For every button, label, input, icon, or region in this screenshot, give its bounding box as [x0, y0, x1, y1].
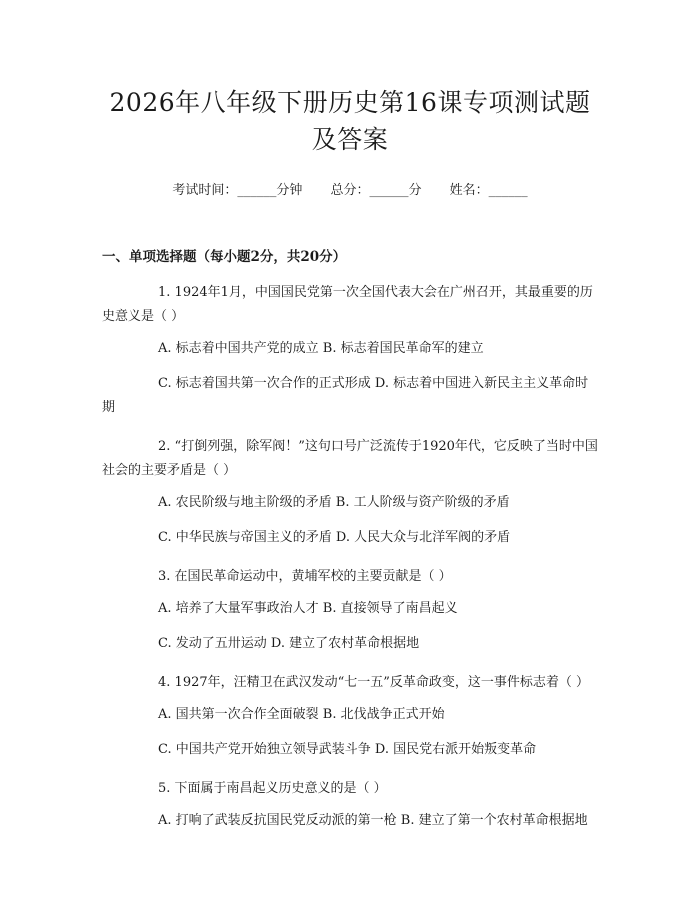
- title-line-1: 2026年八年级下册历史第16课专项测试题: [109, 88, 591, 117]
- question-4: [102, 671, 598, 695]
- options-ab: A. 培养了大量军事政治人才 B. 直接领导了南昌起义: [158, 601, 458, 616]
- document-title: [102, 0, 598, 158]
- question-number: 4.: [158, 675, 171, 690]
- options-cd: C. 中国共产党开始独立领导武装斗争 D. 国民党右派开始叛变革命: [158, 742, 537, 757]
- question-5: [102, 777, 598, 801]
- question-text: “打倒列强，除军阀！”这句口号广泛流传于1920年代，它反映了当时中国社会的主要矛盾是（ ）: [102, 439, 598, 478]
- options-cd: C. 发动了五卅运动 D. 建立了农村革命根据地: [158, 636, 420, 651]
- question-number: 2.: [158, 439, 171, 454]
- options-cd: C. 标志着国共第一次合作的正式形成 D. 标志着中国进入新民主主义革命时期: [102, 376, 589, 415]
- exam-time: 考试时间：______分钟: [172, 183, 303, 198]
- options-ab: A. 打响了武装反抗国民党反动派的第一枪 B. 建立了第一个农村革命根据地: [158, 813, 588, 828]
- question-number: 3.: [158, 569, 171, 584]
- exam-meta: [102, 182, 598, 200]
- question-text: 1927年，汪精卫在武汉发动“七一五”反革命政变，这一事件标志着（ ）: [174, 675, 590, 690]
- question-number: 5.: [158, 781, 171, 796]
- options-ab: A. 标志着中国共产党的成立 B. 标志着国民革命军的建立: [158, 341, 484, 356]
- question-3: [102, 565, 598, 589]
- options-cd: C. 中华民族与帝国主义的矛盾 D. 人民大众与北洋军阀的矛盾: [158, 530, 511, 545]
- total-score: 总分：______分: [330, 183, 422, 198]
- section-title: 一、单项选择题（每小题2分，共20分）: [102, 249, 347, 265]
- student-name: 姓名：______: [449, 183, 528, 198]
- question-number: 1.: [158, 285, 171, 300]
- question-1: [102, 281, 598, 329]
- question-text: 在国民革命运动中，黄埔军校的主要贡献是（ ）: [174, 569, 452, 584]
- question-list: [102, 281, 598, 833]
- question-text: 1924年1月，中国国民党第一次全国代表大会在广州召开，其最重要的历史意义是（ ）: [102, 285, 593, 324]
- options-ab: A. 国共第一次合作全面破裂 B. 北伐战争正式开始: [158, 707, 445, 722]
- title-line-2: 及答案: [311, 125, 389, 154]
- question-text: 下面属于南昌起义历史意义的是（ ）: [174, 781, 387, 796]
- question-2: [102, 435, 598, 483]
- options-ab: A. 农民阶级与地主阶级的矛盾 B. 工人阶级与资产阶级的矛盾: [158, 495, 510, 510]
